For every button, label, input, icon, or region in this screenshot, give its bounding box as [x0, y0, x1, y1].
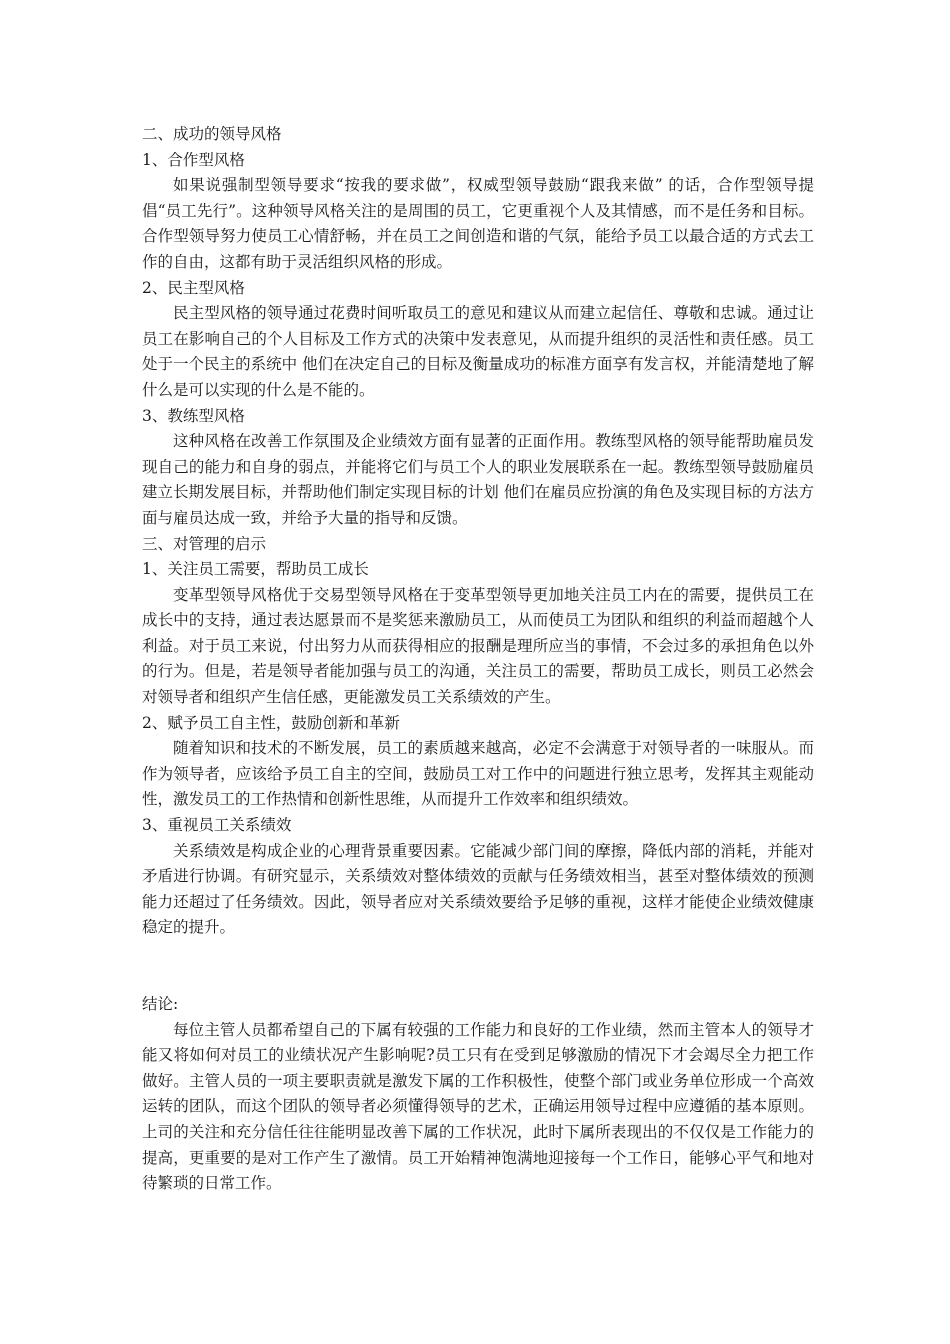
section-heading: 1、关注员工需要，帮助员工成长	[142, 560, 369, 579]
body-paragraph: 关系绩效是构成企业的心理背景重要因素。它能减少部门间的摩擦，降低内部的消耗，并能对矛盾进行协调。有研究显示，关系绩效对整体绩效的贡献与任务绩效相当，甚至对整体绩效的预测能力还超过了任务绩效。因此，领导者应对关系绩效要给予足够的重视，这样才能使企业绩效健康稳定的提升。	[142, 841, 814, 937]
section-heading: 结论:	[142, 995, 179, 1013]
body-paragraph: 如果说强制型领导要求“按我的要求做”，权威型领导鼓励“跟我来做” 的话，合作型领导提倡“员工先行”。这种领导风格关注的是周围的员工，它更重视个人及其情感，而不是任务和目标。合作型领导努力使员工心情舒畅，并在员工之间创造和谐的气氛，能给予员工以最合适的方式去工作的自由，这都有助于灵活组织风格的形成。	[142, 176, 814, 271]
document-body	[142, 122, 814, 1197]
section-heading: 3、重视员工关系绩效	[142, 816, 292, 835]
section-heading: 二、成功的领导风格	[142, 125, 282, 143]
body-paragraph: 变革型领导风格优于交易型领导风格在于变革型领导更加地关注员工内在的需要，提供员工在成长中的支持，通过表达愿景而不是奖惩来激励员工，从而使员工为团队和组织的利益而超越个人利益。对于员工来说，付出努力从而获得相应的报酬是理所应当的事情，不会过多的承担角色以外的行为。但是，若是领导者能加强与员工的沟通，关注员工的需要，帮助员工成长，则员工必然会对领导者和组织产生信任感，更能激发员工关系绩效的产生。	[142, 585, 814, 707]
body-paragraph: 随着知识和技术的不断发展，员工的素质越来越高，必定不会满意于对领导者的一味服从。而作为领导者，应该给予员工自主的空间，鼓励员工对工作中的问题进行独立思考，发挥其主观能动性，激发员工的工作热情和创新性思维，从而提升工作效率和组织绩效。	[142, 739, 814, 809]
section-heading: 3、教练型风格	[142, 406, 245, 425]
body-paragraph: 民主型风格的领导通过花费时间听取员工的意见和建议从而建立起信任、尊敬和忠诚。通过让员工在影响自己的个人目标及工作方式的决策中发表意见，从而提升组织的灵活性和责任感。员工处于一个民主的系统中 他们在决定自己的目标及衡量成功的标准方面享有发言权，并能清楚地了解什么是可以实现的什么是不能的。	[142, 304, 814, 399]
section-heading: 1、合作型风格	[142, 150, 245, 169]
body-paragraph: 每位主管人员都希望自己的下属有较强的工作能力和良好的工作业绩，然而主管本人的领导才能又将如何对员工的业绩状况产生影响呢?员工只有在受到足够激励的情况下才会竭尽全力把工作做好。主管人员的一项主要职责就是激发下属的工作积极性，使整个部门或业务单位形成一个高效运转的团队，而这个团队的领导者必须懂得领导的艺术，正确运用领导过程中应遵循的基本原则。上司的关注和充分信任往往能明显改善下属的工作状况，此时下属所表现出的不仅仅是工作能力的提高，更重要的是对工作产生了激情。员工开始精神饱满地迎接每一个工作日，能够心平气和地对待繁琐的日常工作。	[142, 1020, 814, 1193]
section-heading: 三、对管理的启示	[142, 534, 267, 553]
section-heading: 2、民主型风格	[142, 278, 245, 297]
section-heading: 2、赋予员工自主性，鼓励创新和革新	[142, 713, 400, 732]
blank-space	[142, 941, 814, 992]
body-paragraph: 这种风格在改善工作氛围及企业绩效方面有显著的正面作用。教练型风格的领导能帮助雇员发现自己的能力和自身的弱点，并能将它们与员工个人的职业发展联系在一起。教练型领导鼓励雇员建立长期发展目标，并帮助他们制定实现目标的计划 他们在雇员应扮演的角色及实现目标的方法方面与雇员达成一致，并给予大量的指导和反馈。	[142, 432, 814, 527]
